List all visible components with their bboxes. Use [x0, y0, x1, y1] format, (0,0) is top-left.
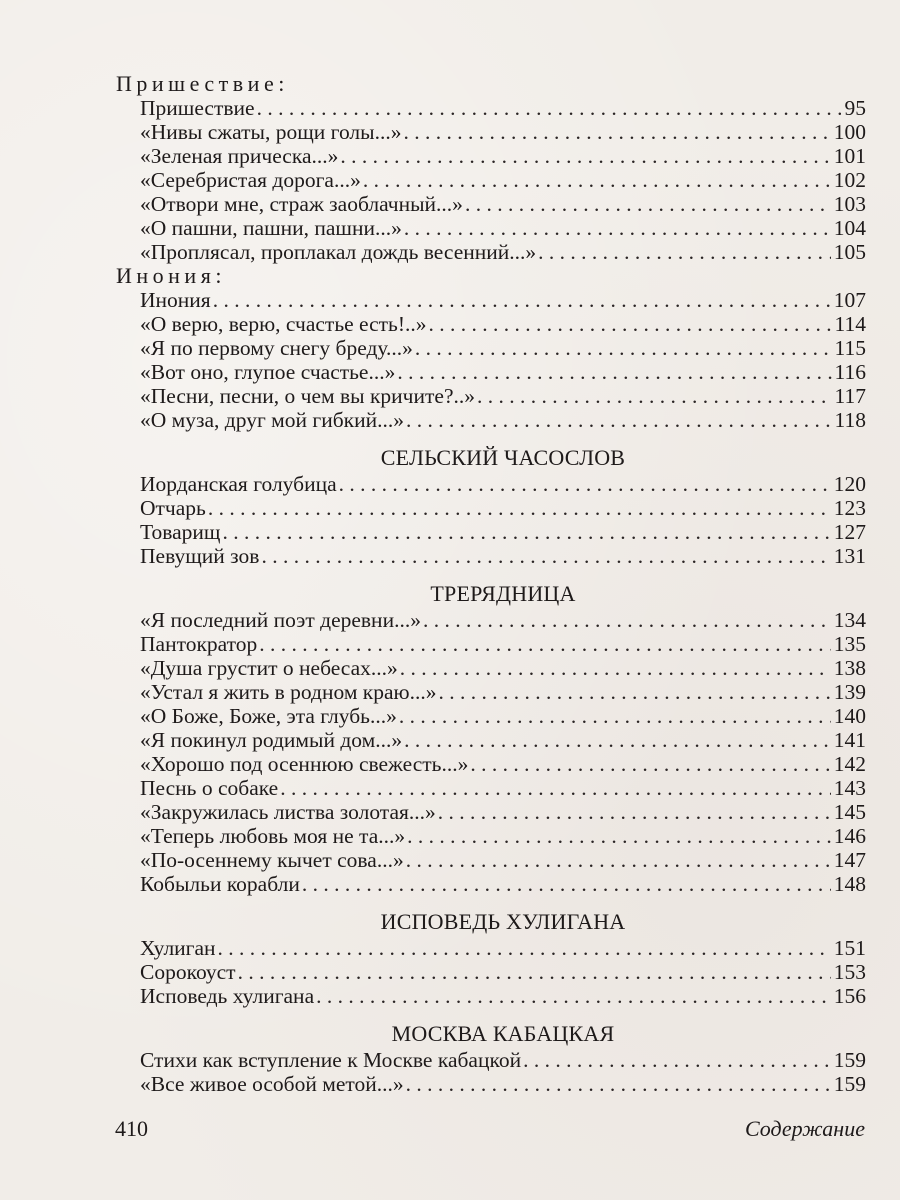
- entry-title: «Нивы сжаты, рощи голы...»: [140, 120, 402, 144]
- entry-page-number: 105: [833, 240, 866, 264]
- entry-page-number: 146: [833, 824, 866, 848]
- toc-entry: [116, 1048, 866, 1072]
- section-heading: МОСКВА КАБАЦКАЯ: [391, 1021, 615, 1046]
- dot-leader: [406, 1072, 831, 1096]
- entry-page-number: 153: [833, 960, 866, 984]
- toc-entry: [116, 96, 866, 120]
- entry-title: Отчарь: [140, 496, 206, 520]
- entry-title: Инония: [140, 288, 211, 312]
- dot-leader: [302, 872, 831, 896]
- dot-leader: [280, 776, 831, 800]
- entry-title: «Зеленая прическа...»: [140, 144, 339, 168]
- toc-entry: [116, 384, 866, 408]
- entry-title: Иорданская голубица: [140, 472, 337, 496]
- dot-leader: [208, 496, 831, 520]
- toc-entry: [116, 312, 866, 336]
- entry-title: Кобыльи корабли: [140, 872, 300, 896]
- entry-page-number: 159: [833, 1048, 866, 1072]
- toc-entry: [116, 872, 866, 896]
- entry-page-number: 127: [833, 520, 866, 544]
- entry-page-number: 159: [833, 1072, 866, 1096]
- entry-page-number: 103: [833, 192, 866, 216]
- entry-page-number: 138: [833, 656, 866, 680]
- dot-leader: [238, 960, 831, 984]
- dot-leader: [261, 544, 830, 568]
- entry-page-number: 107: [833, 288, 866, 312]
- entry-page-number: 102: [833, 168, 866, 192]
- entry-page-number: 142: [833, 752, 866, 776]
- toc-entry: [116, 632, 866, 656]
- entry-page-number: 95: [844, 96, 866, 120]
- entry-page-number: 101: [833, 144, 866, 168]
- section-heading: СЕЛЬСКИЙ ЧАСОСЛОВ: [380, 445, 626, 470]
- entry-title: «О Боже, Боже, эта глубь...»: [140, 704, 397, 728]
- toc-entry: [116, 656, 866, 680]
- toc-entry: [116, 608, 866, 632]
- dot-leader: [257, 96, 841, 120]
- dot-leader: [523, 1048, 831, 1072]
- entry-title: Хулиган: [140, 936, 216, 960]
- dot-leader: [423, 608, 831, 632]
- group-heading: Пришествие:: [116, 71, 289, 96]
- dot-leader: [406, 408, 832, 432]
- entry-page-number: 147: [833, 848, 866, 872]
- toc-entry: [116, 800, 866, 824]
- entry-page-number: 120: [833, 472, 866, 496]
- entry-page-number: 141: [833, 728, 866, 752]
- dot-leader: [470, 752, 830, 776]
- entry-page-number: 145: [833, 800, 866, 824]
- toc-entry: [116, 544, 866, 568]
- dot-leader: [218, 936, 831, 960]
- toc-entry: [116, 984, 866, 1008]
- entry-title: «Устал я жить в родном краю...»: [140, 680, 437, 704]
- dot-leader: [465, 192, 831, 216]
- section-heading: ИСПОВЕДЬ ХУЛИГАНА: [380, 909, 626, 934]
- entry-page-number: 104: [833, 216, 866, 240]
- toc-entry: [116, 936, 866, 960]
- entry-title: «О муза, друг мой гибкий...»: [140, 408, 404, 432]
- dot-leader: [400, 656, 831, 680]
- entry-page-number: 135: [833, 632, 866, 656]
- toc-entry: [116, 960, 866, 984]
- entry-title: Стихи как вступление к Москве кабацкой: [140, 1048, 522, 1072]
- table-of-contents: [116, 72, 866, 1096]
- dot-leader: [363, 168, 831, 192]
- dot-leader: [438, 680, 830, 704]
- toc-entry: [116, 192, 866, 216]
- toc-entry: [116, 824, 866, 848]
- dot-leader: [339, 472, 831, 496]
- entry-title: «Серебристая дорога...»: [140, 168, 361, 192]
- entry-title: «Отвори мне, страж заоблачный...»: [140, 192, 463, 216]
- dot-leader: [223, 520, 831, 544]
- entry-page-number: 100: [833, 120, 866, 144]
- toc-entry: [116, 336, 866, 360]
- dot-leader: [403, 120, 830, 144]
- entry-page-number: 156: [833, 984, 866, 1008]
- toc-entry: [116, 240, 866, 264]
- toc-entry: [116, 848, 866, 872]
- dot-leader: [213, 288, 831, 312]
- entry-page-number: 123: [833, 496, 866, 520]
- entry-title: «Закружилась листва золотая...»: [140, 800, 436, 824]
- entry-title: «О верю, верю, счастье есть!..»: [140, 312, 427, 336]
- toc-entry: [116, 288, 866, 312]
- toc-entry: [116, 776, 866, 800]
- entry-title: «Теперь любовь моя не та...»: [140, 824, 406, 848]
- entry-page-number: 114: [834, 312, 866, 336]
- entry-page-number: 151: [833, 936, 866, 960]
- entry-page-number: 143: [833, 776, 866, 800]
- entry-title: «Я покинул родимый дом...»: [140, 728, 403, 752]
- entry-title: «По-осеннему кычет сова...»: [140, 848, 404, 872]
- dot-leader: [316, 984, 831, 1008]
- dot-leader: [406, 848, 831, 872]
- entry-title: Исповедь хулигана: [140, 984, 315, 1008]
- toc-entry: [116, 216, 866, 240]
- entry-page-number: 118: [834, 408, 866, 432]
- toc-entry: [116, 1072, 866, 1096]
- dot-leader: [438, 800, 831, 824]
- running-head: Содержание: [744, 1116, 865, 1141]
- entry-title: Товарищ: [140, 520, 221, 544]
- dot-leader: [477, 384, 832, 408]
- section-heading: ТРЕРЯДНИЦА: [430, 581, 576, 606]
- toc-entry: [116, 144, 866, 168]
- toc-entry: [116, 360, 866, 384]
- toc-entry: [116, 520, 866, 544]
- toc-entry: [116, 120, 866, 144]
- entry-title: «Проплясал, проплакал дождь весенний...»: [140, 240, 537, 264]
- page-footer: [115, 1116, 865, 1142]
- dot-leader: [397, 360, 831, 384]
- dot-leader: [259, 632, 831, 656]
- entry-title: «Хорошо под осеннюю свежесть...»: [140, 752, 469, 776]
- entry-page-number: 139: [833, 680, 866, 704]
- dot-leader: [399, 704, 831, 728]
- toc-entry: [116, 704, 866, 728]
- page-number: 410: [115, 1116, 148, 1141]
- toc-entry: [116, 752, 866, 776]
- entry-title: «Я последний поэт деревни...»: [140, 608, 421, 632]
- entry-page-number: 148: [833, 872, 866, 896]
- entry-page-number: 116: [834, 360, 866, 384]
- entry-page-number: 115: [834, 336, 866, 360]
- dot-leader: [538, 240, 831, 264]
- dot-leader: [340, 144, 830, 168]
- entry-page-number: 117: [834, 384, 866, 408]
- toc-entry: [116, 728, 866, 752]
- toc-entry: [116, 168, 866, 192]
- entry-title: «Все живое особой метой...»: [140, 1072, 404, 1096]
- entry-title: Песнь о собаке: [140, 776, 279, 800]
- entry-title: Певущий зов: [140, 544, 260, 568]
- entry-title: «Душа грустит о небесах...»: [140, 656, 398, 680]
- entry-page-number: 131: [833, 544, 866, 568]
- group-heading: Инония:: [116, 263, 226, 288]
- toc-entry: [116, 496, 866, 520]
- entry-title: «Песни, песни, о чем вы кричите?..»: [140, 384, 475, 408]
- toc-entry: [116, 472, 866, 496]
- dot-leader: [407, 824, 831, 848]
- entry-title: Пантократор: [140, 632, 258, 656]
- toc-entry: [116, 408, 866, 432]
- entry-page-number: 140: [833, 704, 866, 728]
- dot-leader: [404, 728, 831, 752]
- entry-title: «О пашни, пашни, пашни...»: [140, 216, 402, 240]
- entry-title: «Вот оно, глупое счастье...»: [140, 360, 396, 384]
- dot-leader: [404, 216, 831, 240]
- entry-title: Пришествие: [140, 96, 255, 120]
- entry-title: «Я по первому снегу бреду...»: [140, 336, 413, 360]
- dot-leader: [429, 312, 832, 336]
- entry-page-number: 134: [833, 608, 866, 632]
- dot-leader: [415, 336, 832, 360]
- entry-title: Сорокоуст: [140, 960, 236, 984]
- toc-entry: [116, 680, 866, 704]
